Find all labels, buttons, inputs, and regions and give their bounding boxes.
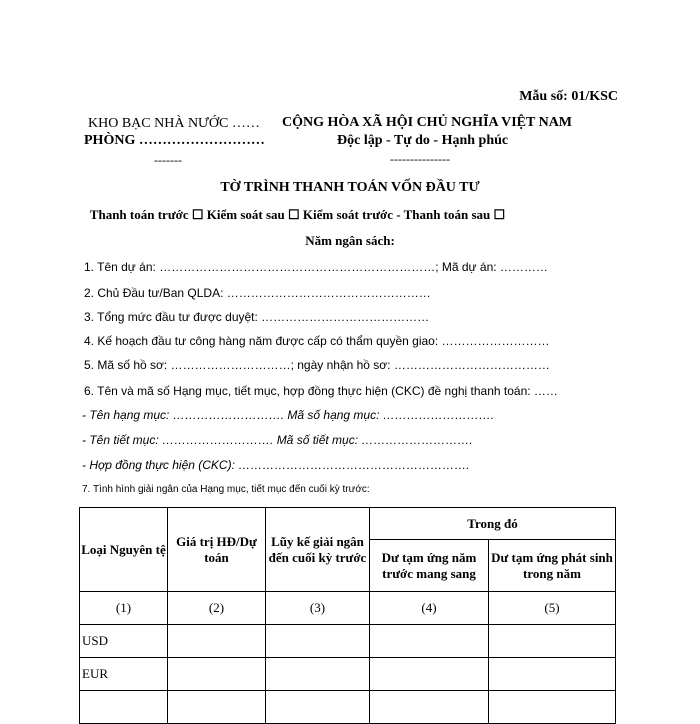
table-row <box>80 691 616 724</box>
item-category-contract: 6. Tên và mã số Hạng mục, tiết mục, hợp đồng thực hiện (CKC) đề nghị thanh toán: …… <box>84 384 558 398</box>
table-cell <box>266 658 370 691</box>
column-number-row <box>80 592 616 625</box>
header-contract-value: Giá trị HĐ/Dự toán <box>168 508 266 592</box>
item-project-name: 1. Tên dự án: ……………………………………………………………; Mã dự án: ………… <box>84 260 548 274</box>
table-cell <box>370 658 489 691</box>
header-cumulative-disbursement: Lũy kế giải ngân đến cuối kỳ trước <box>266 508 370 592</box>
column-number: (2) <box>168 592 266 625</box>
sub-subitem: - Tên tiết mục: ………………………. Mã số tiết mục: ………………………. <box>82 433 473 447</box>
table-row <box>80 625 616 658</box>
table-cell <box>168 625 266 658</box>
sub-category: - Tên hạng mục: ………………………. Mã số hạng mục: ………………………. <box>82 408 495 422</box>
table-cell <box>489 658 616 691</box>
treasury-name: KHO BẠC NHÀ NƯỚC …… <box>88 116 260 131</box>
table-cell <box>168 691 266 724</box>
currency-label: EUR <box>80 658 168 691</box>
table-cell <box>489 625 616 658</box>
national-title: CỘNG HÒA XÃ HỘI CHỦ NGHĨA VIỆT NAM <box>282 115 573 130</box>
item-annual-plan: 4. Kế hoạch đầu tư công hàng năm được cấp có thẩm quyền giao: ……………………… <box>84 334 550 348</box>
column-number: (4) <box>370 592 489 625</box>
payment-options: Thanh toán trước ☐ Kiểm soát sau ☐ Kiểm soát trước - Thanh toán sau ☐ <box>89 207 506 222</box>
national-motto: Độc lập - Tự do - Hạnh phúc <box>337 133 509 148</box>
item-investor: 2. Chủ Đầu tư/Ban QLDA: …………………………………………… <box>84 286 431 300</box>
document-title: TỜ TRÌNH THANH TOÁN VỐN ĐẦU TƯ <box>220 180 480 195</box>
item-disbursement: 7. Tình hình giải ngân của Hạng mục, tiết mục đến cuối kỳ trước: <box>82 484 370 495</box>
table-cell <box>370 691 489 724</box>
item-dossier-code: 5. Mã số hồ sơ: …………………………; ngày nhận hồ sơ: ………………………………… <box>84 358 550 372</box>
table-cell <box>168 658 266 691</box>
form-number: Mẫu số: 01/KSC <box>519 89 618 104</box>
table-cell <box>370 625 489 658</box>
treasury-department: PHÒNG ……………………… <box>84 133 265 148</box>
header-currency-type: Loại Nguyên tệ <box>80 508 168 592</box>
currency-label: USD <box>80 625 168 658</box>
table-cell <box>266 625 370 658</box>
header-of-which: Trong đó <box>370 508 616 540</box>
table-cell <box>266 691 370 724</box>
table-row <box>80 658 616 691</box>
budget-year: Năm ngân sách: <box>305 233 395 248</box>
item-total-investment: 3. Tổng mức đầu tư được duyệt: …………………………………… <box>84 310 430 324</box>
currency-label <box>80 691 168 724</box>
column-number: (5) <box>489 592 616 625</box>
left-divider: ------- <box>154 153 182 167</box>
right-divider: --------------- <box>390 152 450 166</box>
sub-contract: - Hợp đồng thực hiện (CKC): …………………………………………………. <box>82 458 470 472</box>
column-number: (3) <box>266 592 370 625</box>
header-prior-year-advance: Dư tạm ứng năm trước mang sang <box>370 540 489 592</box>
disbursement-table <box>79 507 616 724</box>
table-cell <box>489 691 616 724</box>
header-current-year-advance: Dư tạm ứng phát sinh trong năm <box>489 540 616 592</box>
column-number: (1) <box>80 592 168 625</box>
